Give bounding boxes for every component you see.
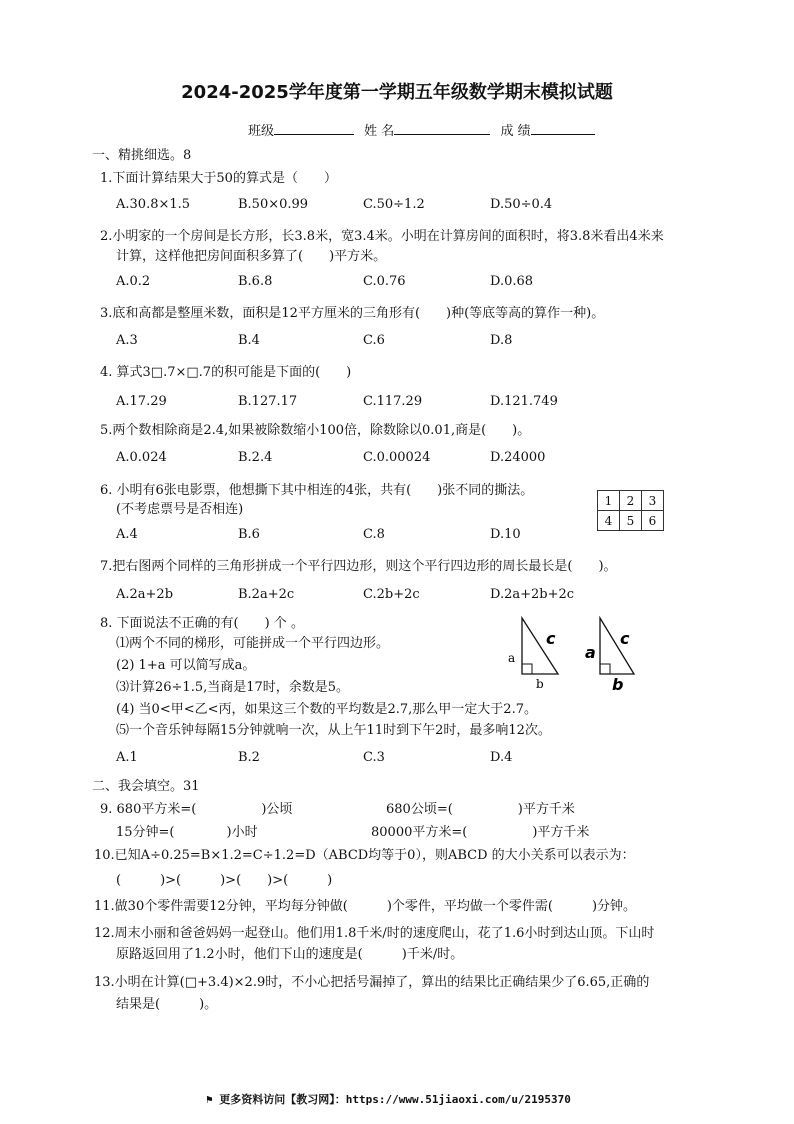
q4-option-c[interactable]: C.117.29 xyxy=(363,394,423,409)
q7-option-b[interactable]: B.2a+2c xyxy=(238,587,295,602)
tri2-label-b: b xyxy=(612,675,624,694)
q13-stem-line2: 结果是( )。 xyxy=(116,997,218,1012)
q12-stem-line2: 原路返回用了1.2小时，他们下山的速度是( )千米/时。 xyxy=(116,947,464,962)
q9-line2-a: 15分钟=( )小时 xyxy=(116,825,258,840)
ticket-cell: 3 xyxy=(642,491,664,511)
tri1-label-c: c xyxy=(546,629,556,648)
q8-option-c[interactable]: C.3 xyxy=(363,750,385,765)
ticket-cell: 5 xyxy=(620,511,642,531)
q4-option-b[interactable]: B.127.17 xyxy=(238,394,298,409)
q8-item-2: (2) 1+a 可以简写成a。 xyxy=(116,658,256,673)
right-angle-mark xyxy=(600,664,610,674)
footer-text: 更多资料访问【教习网】：https://www.51jiaoxi.com/u/2195370 xyxy=(219,1093,571,1106)
q6-option-d[interactable]: D.10 xyxy=(490,527,521,542)
q7-stem: 7.把右图两个同样的三角形拼成一个平行四边形，则这个平行四边形的周长最长是( )。 xyxy=(100,559,617,574)
q3-option-c[interactable]: C.6 xyxy=(363,333,385,348)
q6-stem-line2: (不考虑票号是否相连) xyxy=(116,502,244,517)
score-field[interactable] xyxy=(531,122,595,135)
q10-blanks: ( )>( )>( )>( ) xyxy=(116,873,333,888)
q4-option-a[interactable]: A.17.29 xyxy=(116,394,167,409)
q5-option-b[interactable]: B.2.4 xyxy=(238,450,273,465)
q7-option-c[interactable]: C.2b+2c xyxy=(363,587,420,602)
ticket-cell: 4 xyxy=(598,511,620,531)
q8-stem: 8. 下面说法不正确的有( ) 个 。 xyxy=(100,616,304,631)
q1-option-d[interactable]: D.50÷0.4 xyxy=(490,197,553,212)
q5-option-c[interactable]: C.0.00024 xyxy=(363,450,431,465)
q9-line1-b: 680公顷=( )平方千米 xyxy=(386,802,575,817)
q5-stem: 5.两个数相除商是2.4,如果被除数缩小100倍，除数除以0.01,商是( )。 xyxy=(100,423,531,438)
q2-option-b[interactable]: B.6.8 xyxy=(238,274,273,289)
tri2-label-c: c xyxy=(620,629,630,648)
tri2-label-a: a xyxy=(585,643,596,662)
section1-heading: 一、精挑细选。8 xyxy=(92,148,192,163)
tri1-label-b: b xyxy=(536,677,544,691)
score-label: 成 绩 xyxy=(500,124,531,139)
q13-stem-line1: 13.小明在计算(□+3.4)×2.9时，不小心把括号漏掉了，算出的结果比正确结果少了6.65,正确的 xyxy=(94,975,650,990)
q3-option-b[interactable]: B.4 xyxy=(238,333,260,348)
name-field[interactable] xyxy=(394,122,490,135)
q2-stem-line2: 计算，这样他把房间面积多算了( )平方米。 xyxy=(116,249,387,264)
q3-stem: 3.底和高都是整厘米数，面积是12平方厘米的三角形有( )种(等底等高的算作一种)。 xyxy=(100,306,605,321)
q6-option-b[interactable]: B.6 xyxy=(238,527,260,542)
header-info xyxy=(248,122,595,140)
q9-line1-a: 9. 680平方米=( )公顷 xyxy=(100,802,293,817)
q3-option-a[interactable]: A.3 xyxy=(116,333,138,348)
section2-heading: 二、我会填空。31 xyxy=(92,779,200,794)
q6-option-a[interactable]: A.4 xyxy=(116,527,138,542)
class-field[interactable] xyxy=(274,122,354,135)
q5-option-d[interactable]: D.24000 xyxy=(490,450,546,465)
q8-item-4: (4) 当0<甲<乙<丙，如果这三个数的平均数是2.7,那么甲一定大于2.7。 xyxy=(116,702,537,717)
q2-option-a[interactable]: A.0.2 xyxy=(116,274,151,289)
triangles-figure xyxy=(500,610,650,695)
q8-option-d[interactable]: D.4 xyxy=(490,750,513,765)
q3-option-d[interactable]: D.8 xyxy=(490,333,513,348)
tri1-label-a: a xyxy=(508,651,516,665)
name-label: 姓 名 xyxy=(364,124,395,139)
q8-option-b[interactable]: B.2 xyxy=(238,750,260,765)
q1-option-a[interactable]: A.30.8×1.5 xyxy=(116,197,191,212)
q12-stem-line1: 12.周末小丽和爸爸妈妈一起登山。他们用1.8千米/时的速度爬山，花了1.6小时到达山顶。下山时 xyxy=(94,926,655,941)
q1-option-c[interactable]: C.50÷1.2 xyxy=(363,197,425,212)
q2-option-d[interactable]: D.0.68 xyxy=(490,274,534,289)
q9-line2-b: 80000平方米=( )平方千米 xyxy=(371,825,590,840)
class-label: 班级 xyxy=(248,124,275,139)
q2-stem-line1: 2.小明家的一个房间是长方形，长3.8米，宽3.4米。小明在计算房间的面积时，将3.8米看出4米来 xyxy=(100,229,664,244)
q8-item-5: ⑸一个音乐钟每隔15分钟就响一次，从上午11时到下午2时，最多响12次。 xyxy=(116,723,551,738)
q1-stem: 1.下面计算结果大于50的算式是（ ） xyxy=(100,171,337,186)
q11-stem: 11.做30个零件需要12分钟，平均每分钟做( )个零件，平均做一个零件需( )分钟。 xyxy=(94,899,637,914)
q1-option-b[interactable]: B.50×0.99 xyxy=(238,197,309,212)
q4-option-d[interactable]: D.121.749 xyxy=(490,394,558,409)
q5-option-a[interactable]: A.0.024 xyxy=(116,450,167,465)
footer-link[interactable] xyxy=(206,1091,571,1107)
q7-option-a[interactable]: A.2a+2b xyxy=(116,587,174,602)
ticket-cell: 2 xyxy=(620,491,642,511)
exam-title: 2024-2025学年度第一学期五年级数学期末模拟试题 xyxy=(181,82,613,103)
q8-item-1: ⑴两个不同的梯形，可能拼成一个平行四边形。 xyxy=(116,636,390,651)
right-angle-mark xyxy=(522,664,532,674)
flag-icon: ⚑ xyxy=(206,1093,220,1106)
ticket-cell: 6 xyxy=(642,511,664,531)
q2-option-c[interactable]: C.0.76 xyxy=(363,274,406,289)
q6-option-c[interactable]: C.8 xyxy=(363,527,385,542)
ticket-grid xyxy=(597,490,664,531)
q4-stem: 4. 算式3□.7×□.7的积可能是下面的( ) xyxy=(100,365,352,380)
q6-stem-line1: 6. 小明有6张电影票，他想撕下其中相连的4张，共有( )张不同的撕法。 xyxy=(100,483,534,498)
q7-option-d[interactable]: D.2a+2b+2c xyxy=(490,587,575,602)
q8-option-a[interactable]: A.1 xyxy=(116,750,138,765)
q8-item-3: ⑶计算26÷1.5,当商是17时，余数是5。 xyxy=(116,680,350,695)
q10-stem: 10.已知A÷0.25=B×1.2=C÷1.2=D（ABCD均等于0），则ABCD 的大小关系可以表示为： xyxy=(94,848,635,863)
ticket-cell: 1 xyxy=(598,491,620,511)
